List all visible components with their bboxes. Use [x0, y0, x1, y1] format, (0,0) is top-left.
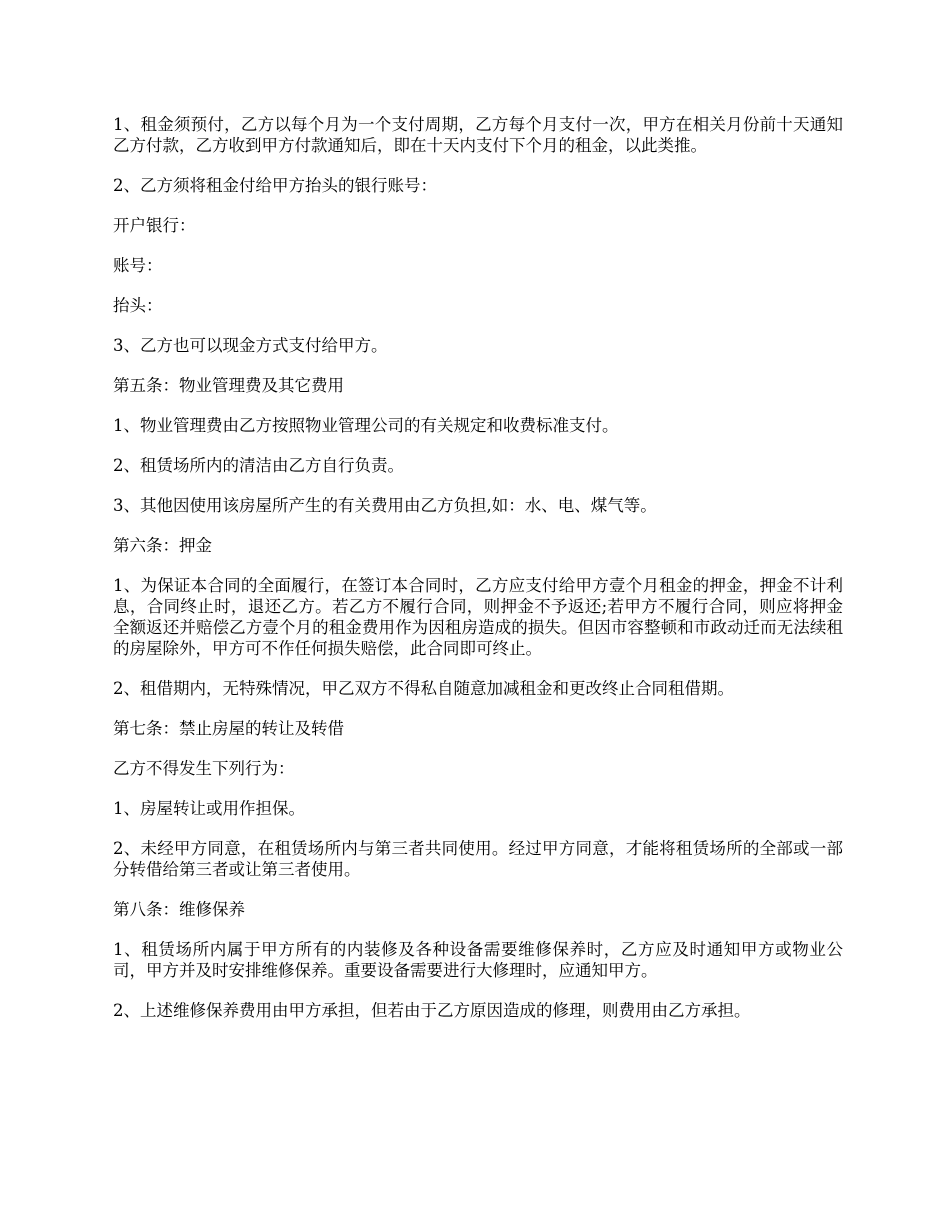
paragraph-no-transfer: 1、房屋转让或用作担保。	[113, 799, 305, 818]
paragraph-deposit-terms: 1、为保证本合同的全面履行，在签订本合同时，乙方应支付给甲方壹个月租金的押金，押金不计利息，合同终止时，退还乙方。若乙方不履行合同，则押金不予返还;若甲方不履行合同，则应将押金全额返还并赔偿乙方壹个月的租金费用作为因租房造成的损失。但因市容整顿和市政动迁而无法续租的房屋除外，甲方可不作任何损失赔偿，此合同即可终止。	[113, 576, 843, 658]
paragraph-maintenance-notice: 1、租赁场所内属于甲方所有的内装修及各种设备需要维修保养时，乙方应及时通知甲方或物业公司，甲方并及时安排维修保养。重要设备需要进行大修理时，应通知甲方。	[113, 940, 843, 980]
paragraph-account-holder: 抬头：	[113, 296, 163, 315]
article-8-heading: 第八条：维修保养	[113, 900, 245, 919]
paragraph-bank-name: 开户银行：	[113, 216, 196, 235]
paragraph-utilities: 3、其他因使用该房屋所产生的有关费用由乙方负担,如：水、电、煤气等。	[113, 496, 657, 515]
paragraph-rent-prepayment: 1、租金须预付，乙方以每个月为一个支付周期，乙方每个月支付一次，甲方在相关月份前十天通知乙方付款，乙方收到甲方付款通知后，即在十天内支付下个月的租金，以此类推。	[113, 115, 843, 155]
paragraph-cash-payment: 3、乙方也可以现金方式支付给甲方。	[113, 336, 388, 355]
article-5-heading: 第五条：物业管理费及其它费用	[113, 376, 344, 395]
document-body	[113, 114, 843, 1040]
paragraph-maintenance-cost: 2、上述维修保养费用由甲方承担，但若由于乙方原因造成的修理，则费用由乙方承担。	[113, 1001, 751, 1020]
paragraph-account-number: 账号：	[113, 256, 163, 275]
article-7-heading: 第七条：禁止房屋的转让及转借	[113, 719, 344, 738]
paragraph-cleaning: 2、租赁场所内的清洁由乙方自行负责。	[113, 456, 404, 475]
paragraph-no-sublet: 2、未经甲方同意，在租赁场所内与第三者共同使用。经过甲方同意，才能将租赁场所的全部或一部分转借给第三者或让第三者使用。	[113, 839, 843, 879]
article-6-heading: 第六条：押金	[113, 536, 212, 555]
paragraph-bank-account: 2、乙方须将租金付给甲方抬头的银行账号：	[113, 176, 437, 195]
paragraph-management-fee: 1、物业管理费由乙方按照物业管理公司的有关规定和收费标准支付。	[113, 416, 619, 435]
paragraph-prohibited-intro: 乙方不得发生下列行为：	[113, 759, 295, 778]
paragraph-rent-changes: 2、租借期内，无特殊情况，甲乙双方不得私自随意加减租金和更改终止合同租借期。	[113, 679, 734, 698]
